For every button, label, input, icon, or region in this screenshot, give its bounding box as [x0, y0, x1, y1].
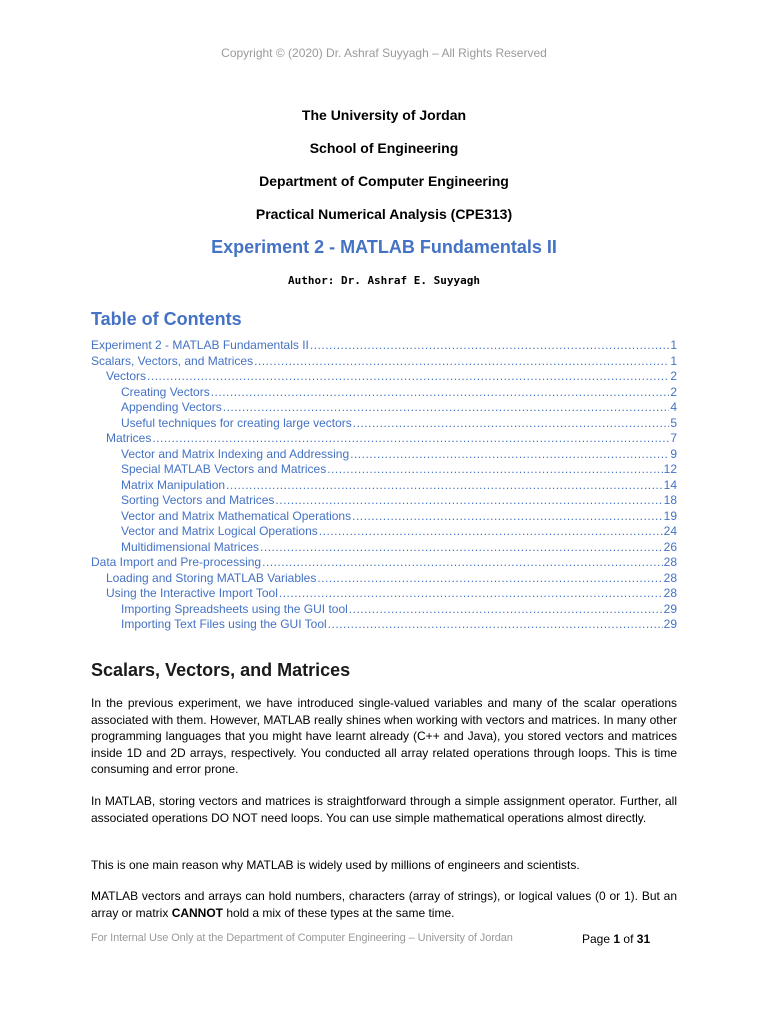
toc-entry[interactable]: [91, 571, 677, 587]
toc-entry[interactable]: [91, 586, 677, 602]
toc-entry-title: Vector and Matrix Indexing and Addressing: [121, 446, 350, 461]
toc-entry[interactable]: [91, 447, 677, 463]
toc-entry-page: 9: [670, 446, 677, 461]
toc-entry[interactable]: [91, 493, 677, 509]
toc-entry-page: 19: [663, 508, 677, 523]
page-of: of: [623, 932, 634, 946]
experiment-title: Experiment 2 - MATLAB Fundamentals II: [211, 237, 557, 257]
toc-entry-title: Matrix Manipulation: [121, 477, 226, 492]
toc-entry-page: 18: [663, 493, 677, 507]
footer-notice: For Internal Use Only at the Department of Computer Engineering – University of Jordan: [91, 932, 513, 944]
section-heading: Scalars, Vectors, and Matrices: [91, 660, 351, 680]
toc-heading: Table of Contents: [91, 309, 242, 329]
body-paragraph: This is one main reason why MATLAB is widely used by millions of engineers and scientists.: [91, 858, 580, 872]
toc-leader: [147, 369, 669, 385]
toc-entry-title: Importing Spreadsheets using the GUI tool: [121, 601, 348, 616]
toc-leader: [275, 493, 662, 509]
toc-leader: [328, 617, 663, 633]
toc-entry-page: 2: [670, 384, 677, 399]
toc-leader: [254, 354, 669, 370]
body-paragraph: In MATLAB, storing vectors and matrices is straightforward through a simple assignment operator. Further, all associated operations DO NOT need loops. You can use simple mathematical operations almost directly.: [91, 794, 677, 825]
toc-entry-page: 29: [663, 617, 677, 631]
toc-entry[interactable]: [91, 524, 677, 540]
page-number: [582, 932, 650, 946]
toc-leader: [226, 478, 663, 494]
department-name: Department of Computer Engineering: [259, 173, 509, 189]
toc-entry-page: 28: [663, 586, 677, 600]
toc-entry-page: 1: [670, 353, 677, 368]
toc-entry-title: Vector and Matrix Mathematical Operations: [121, 508, 352, 523]
toc-entry-title: Vector and Matrix Logical Operations: [121, 524, 318, 538]
toc-entry[interactable]: [91, 462, 677, 478]
university-name: The University of Jordan: [301, 107, 467, 123]
toc-entry[interactable]: [91, 555, 677, 571]
toc-leader: [279, 586, 663, 602]
toc-entry-title: Scalars, Vectors, and Matrices: [91, 353, 254, 368]
toc-entry-title: Matrices: [106, 431, 152, 445]
toc-entry-page: 14: [663, 477, 677, 492]
toc-entry-page: 7: [670, 431, 677, 445]
page-current: 1: [613, 932, 621, 946]
page-total: 31: [636, 932, 651, 946]
toc-entry-title: Using the Interactive Import Tool: [106, 586, 278, 600]
toc-leader: [223, 400, 670, 416]
toc-entry-title: Vectors: [106, 369, 147, 383]
course-name: Practical Numerical Analysis (CPE313): [255, 206, 513, 222]
toc-entry-page: 28: [663, 570, 677, 585]
toc-entry-title: Importing Text Files using the GUI Tool: [121, 617, 327, 631]
toc-entry[interactable]: [91, 617, 677, 633]
toc-entry[interactable]: [91, 602, 677, 618]
toc-entry-page: 28: [663, 555, 677, 569]
toc-entry[interactable]: [91, 509, 677, 525]
author-line: Author: Dr. Ashraf E. Suyyagh: [287, 274, 481, 287]
toc-entry-page: 2: [670, 369, 677, 383]
toc-entry[interactable]: [91, 385, 677, 401]
toc-entry-title: Loading and Storing MATLAB Variables: [106, 570, 317, 585]
toc-leader: [352, 509, 663, 525]
body-paragraph: [91, 888, 677, 921]
school-name: School of Engineering: [309, 140, 459, 156]
emphasis-text: CANNOT: [171, 905, 224, 920]
toc-entry[interactable]: [91, 369, 677, 385]
toc-entry[interactable]: [91, 354, 677, 370]
table-of-contents: [91, 338, 677, 633]
toc-entry-title: Special MATLAB Vectors and Matrices: [121, 462, 327, 476]
toc-leader: [211, 385, 670, 401]
toc-leader: [350, 447, 669, 463]
body-paragraph: In the previous experiment, we have introduced single-valued variables and many of the scalar operations associated with them. However, MATLAB really shines when working with vectors and matrices. In many other programming languages that you might have learnt already (C++ and Java), you stored vectors and matrices inside 1D and 2D arrays, respectively. You conducted all array related operations through loops. This is time consuming and error prone.: [91, 696, 677, 776]
toc-entry-page: 12: [663, 462, 677, 476]
toc-leader: [262, 555, 663, 571]
toc-entry-page: 5: [670, 415, 677, 430]
toc-entry[interactable]: [91, 540, 677, 556]
toc-entry[interactable]: [91, 338, 677, 354]
toc-leader: [260, 540, 663, 556]
toc-leader: [319, 524, 663, 540]
toc-entry[interactable]: [91, 416, 677, 432]
toc-entry-title: Experiment 2 - MATLAB Fundamentals II: [91, 338, 309, 352]
toc-entry-page: 24: [663, 524, 677, 538]
toc-leader: [317, 571, 662, 587]
toc-entry[interactable]: [91, 400, 677, 416]
toc-leader: [310, 338, 669, 354]
toc-entry[interactable]: [91, 478, 677, 494]
toc-entry-page: 1: [670, 338, 677, 352]
copyright-notice: Copyright © (2020) Dr. Ashraf Suyyagh – All Rights Reserved: [221, 46, 547, 60]
toc-entry[interactable]: [91, 431, 677, 447]
toc-leader: [327, 462, 662, 478]
toc-leader: [152, 431, 669, 447]
toc-entry-title: Data Import and Pre-processing: [91, 555, 262, 569]
toc-entry-title: Appending Vectors: [121, 400, 222, 414]
toc-entry-title: Sorting Vectors and Matrices: [121, 493, 275, 507]
toc-entry-page: 26: [663, 539, 677, 554]
toc-entry-page: 4: [670, 400, 677, 414]
toc-entry-title: Multidimensional Matrices: [121, 539, 260, 554]
page-label: Page: [582, 932, 611, 946]
toc-entry-title: Useful techniques for creating large vectors: [121, 415, 352, 430]
toc-entry-title: Creating Vectors: [121, 384, 210, 399]
paragraph-text: MATLAB vectors and arrays can hold numbers, characters (array of strings), or logical values (0 or 1). But an array or matrix: [91, 889, 677, 920]
title-block: [0, 107, 768, 239]
toc-leader: [353, 416, 670, 432]
paragraph-text: hold a mix of these types at the same time.: [223, 905, 455, 920]
toc-entry-page: 29: [663, 601, 677, 616]
toc-leader: [349, 602, 663, 618]
